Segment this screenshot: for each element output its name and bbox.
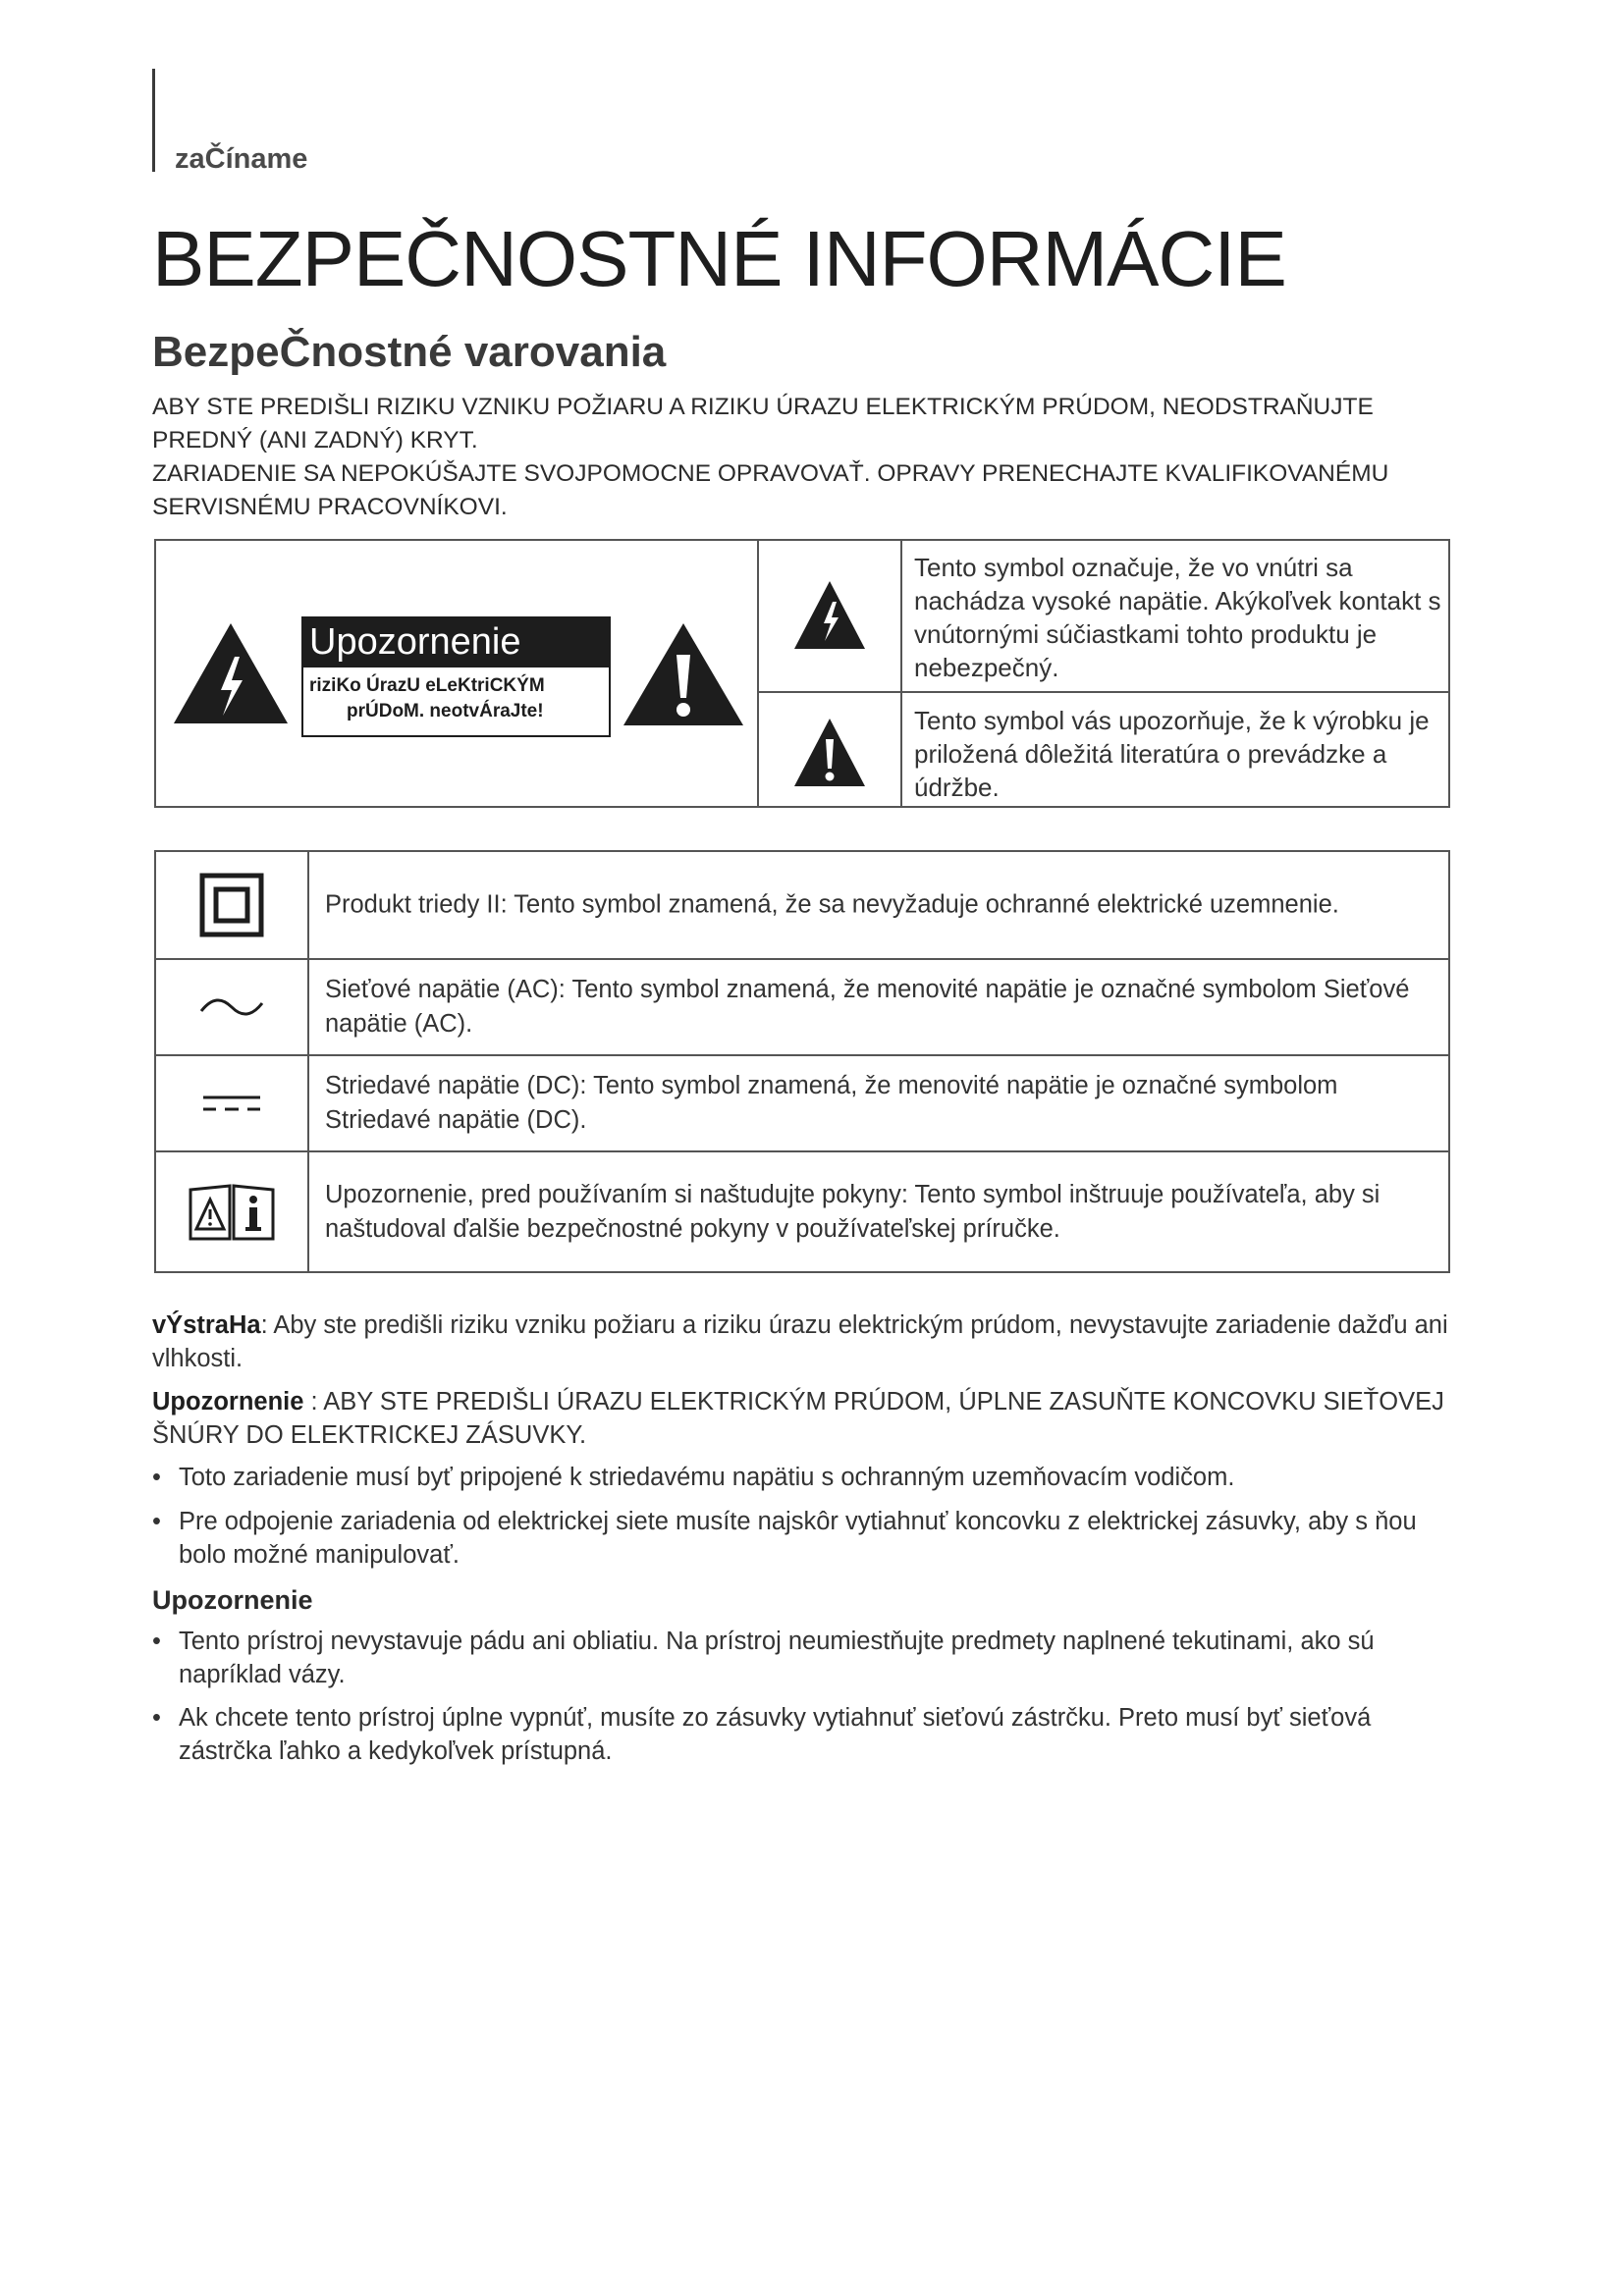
documentation-description: Tento symbol vás upozorňuje, že k výrobku je priložená dôležitá literatúra o prevádzke a údržbe. xyxy=(914,706,1430,802)
symbol-description: Produkt triedy II: Tento symbol znamená, že sa nevyžaduje ochranné elektrické uzemnenie. xyxy=(325,890,1339,919)
class-ii-double-square-icon xyxy=(199,873,264,937)
table-divider xyxy=(759,691,1450,693)
caution-label-line: prÚDoM. neotvÁraJte! xyxy=(347,701,544,721)
caution-heading: Upozornenie xyxy=(152,1585,313,1615)
bullet-icon: • xyxy=(152,1508,161,1535)
lightning-warning-icon xyxy=(170,619,292,727)
table-row xyxy=(156,960,1448,1056)
table-row xyxy=(156,1152,1448,1271)
list-item-text: Ak chcete tento prístroj úplne vypnúť, musíte zo zásuvky vytiahnuť sieťovú zástrčku. Preto musí byť sieťová zástrčka ľahko a kedykoľvek prístupná. xyxy=(179,1704,1372,1765)
section-label: zaČíname xyxy=(175,143,308,175)
high-voltage-description: Tento symbol označuje, že vo vnútri sa nachádza vysoké napätie. Akýkoľvek kontakt s vnútornými súčiastkami tohto produktu je nebezpečný. xyxy=(914,553,1441,682)
caution-paragraph xyxy=(152,1385,1458,1452)
symbol-description: Upozornenie, pred používaním si naštudujte pokyny: Tento symbol inštruuje používateľa, aby si naštudoval ďalšie bezpečnostné pokyny v používateľskej príručke. xyxy=(325,1180,1380,1243)
caution-label xyxy=(301,616,611,737)
caps-warning-line: ABY STE PREDIŠLI RIZIKU VZNIKU POŽIARU A RIZIKU ÚRAZU ELEKTRICKÝM PRÚDOM, NEODSTRAŇUJTE xyxy=(152,394,1374,420)
bullet-icon: • xyxy=(152,1464,161,1491)
caution-label-line: riziKo ÚrazU eLeKtriCKÝM xyxy=(309,675,545,696)
bullet-icon: • xyxy=(152,1628,161,1655)
dc-lines-icon xyxy=(201,1093,262,1114)
read-manual-icon xyxy=(187,1182,277,1243)
caps-warning-line: ZARIADENIE SA NEPOKÚŠAJTE SVOJPOMOCNE OPRAVOVAŤ. OPRAVY PRENECHAJTE KVALIFIKOVANÉMU xyxy=(152,460,1389,487)
caution-label-inline: Upozornenie xyxy=(152,1388,304,1415)
caps-warning-line: SERVISNÉMU PRACOVNÍKOVI. xyxy=(152,494,508,520)
bullet-icon: • xyxy=(152,1704,161,1732)
ac-wave-icon xyxy=(198,995,265,1019)
caution-label-heading: Upozornenie xyxy=(301,616,611,666)
lightning-warning-icon xyxy=(792,578,867,653)
list-item xyxy=(152,1625,1458,1691)
warning-symbols-table xyxy=(154,539,1450,808)
electrical-symbols-table xyxy=(154,850,1450,1273)
symbol-column xyxy=(759,541,902,806)
caution-label-body xyxy=(301,666,611,737)
table-row xyxy=(156,852,1448,960)
list-item-text: Pre odpojenie zariadenia od elektrickej siete musíte najskôr vytiahnuť koncovku z elektrickej zásuvky, aby s ňou bolo možné manipulovať. xyxy=(179,1508,1417,1569)
warning-label: vÝstraHa xyxy=(152,1311,261,1339)
exclamation-warning-icon xyxy=(620,619,747,729)
list-item xyxy=(152,1461,1458,1494)
list-item xyxy=(152,1701,1458,1768)
warning-paragraph xyxy=(152,1308,1458,1375)
symbol-description: Striedavé napätie (DC): Tento symbol znamená, že menovité napätie je označné symbolom Striedavé napätie (DC). xyxy=(325,1072,1338,1134)
caution-text: : ABY STE PREDIŠLI ÚRAZU ELEKTRICKÝM PRÚDOM, ÚPLNE ZASUŇTE KONCOVKU SIEŤOVEJ ŠNÚRY DO ELEKTRICKEJ ZÁSUVKY. xyxy=(152,1388,1444,1449)
sub-heading: BezpeČnostné varovania xyxy=(152,328,667,376)
exclamation-warning-icon xyxy=(792,716,867,790)
caution-label-cell xyxy=(156,541,759,806)
list-item-text: Toto zariadenie musí byť pripojené k striedavému napätiu s ochranným uzemňovacím vodičom. xyxy=(179,1464,1235,1491)
symbol-description: Sieťové napätie (AC): Tento symbol znamená, že menovité napätie je označné symbolom Sieťové napätie (AC). xyxy=(325,976,1410,1038)
list-item xyxy=(152,1505,1458,1572)
header-rule xyxy=(152,69,155,172)
list-item-text: Tento prístroj nevystavuje pádu ani obliatiu. Na prístroj neumiestňujte predmety naplnené tekutinami, ako sú napríklad vázy. xyxy=(179,1628,1375,1688)
table-row xyxy=(156,1056,1448,1152)
page-title: BEZPEČNOSTNÉ INFORMÁCIE xyxy=(152,215,1286,302)
caps-warning xyxy=(152,391,1458,524)
caps-warning-line: PREDNÝ (ANI ZADNÝ) KRYT. xyxy=(152,427,478,454)
warning-text: : Aby ste predišli riziku vzniku požiaru a riziku úrazu elektrickým prúdom, nevystavujte zariadenie dažďu ani vlhkosti. xyxy=(152,1311,1448,1372)
